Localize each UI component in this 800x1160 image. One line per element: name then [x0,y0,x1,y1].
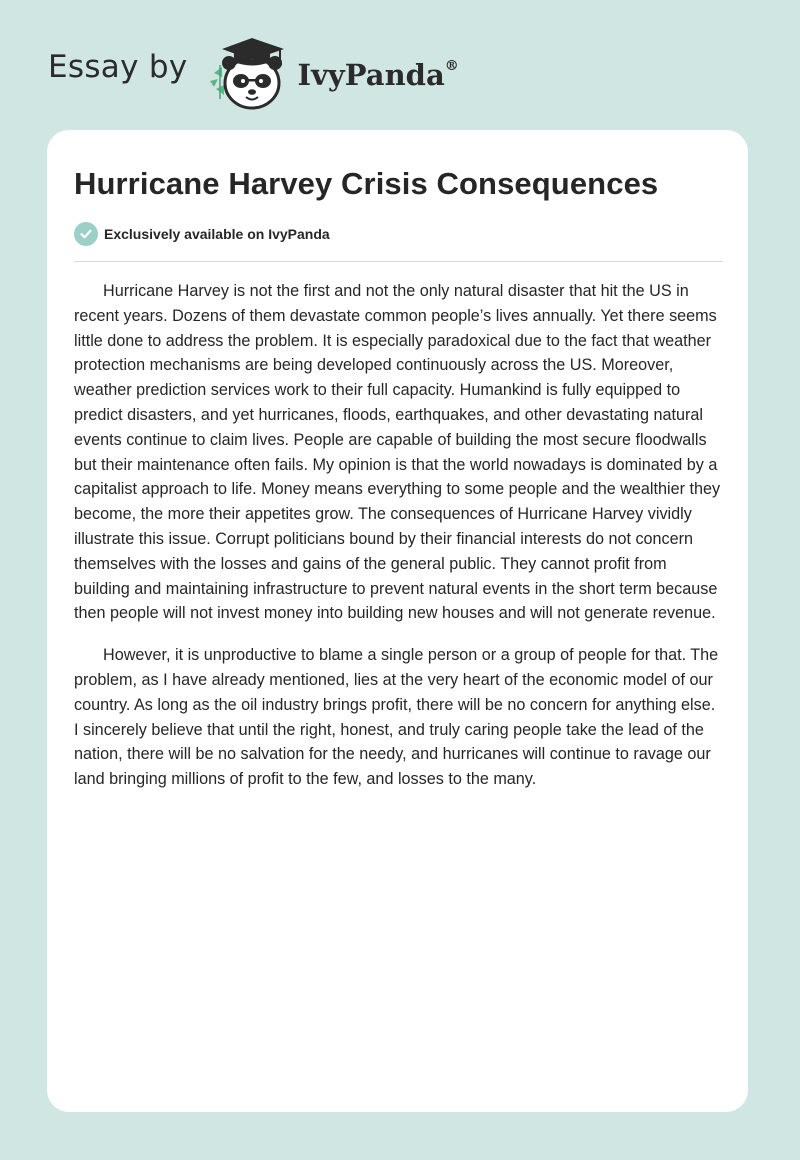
essay-paragraph: However, it is unproductive to blame a single person or a group of people for that. The problem, as I have already mentioned, lies at the very heart of the economic model of our country. As long as the oil industry brings profit, there will be no concern for anything else. I sincerely believe that until the right, honest, and truly caring people take the lead of the nation, there will be no salvation for the needy, and hurricanes will continue to ravage our land bringing millions of profit to the few, and losses to the many. [74,646,719,789]
checkmark-icon [79,227,93,241]
check-circle-icon [74,222,98,246]
registered-mark: ® [444,58,459,75]
ivy-leaf-icon [210,65,224,99]
essay-paragraph: Hurricane Harvey is not the first and not the only natural disaster that hit the US in recent years. Dozens of them devastate common people’s lives annually. Yet there seems little done to address the problem. It is especially paradoxical due to the fact that weather protection mechanisms are being developed continuously across the US. Moreover, weather prediction services work to their full capacity. Humankind is fully equipped to predict disasters, and yet hurricanes, floods, earthquakes, and other devastating natural events continue to claim lives. People are capable of building the most secure floodwalls but their maintenance often fails. My opinion is that the world nowadays is dominated by a capitalist approach to life. Money means everything to some people and the wealthier they become, the more their appetites grow. The consequences of Hurricane Harvey vividly illustrate this issue. Corrupt politicians bound by their financial interests do not concern themselves with the losses and gains of the general public. They cannot profit from building and maintaining infrastructure to prevent natural events in the short term because then people will not invest money into building new houses and will not generate revenue. [74,282,721,623]
site-header [48,28,459,118]
title-divider [74,261,723,262]
panda-graduation-cap-icon[interactable] [200,31,296,115]
essay-card [47,130,748,1112]
page-title: Hurricane Harvey Crisis Consequences [74,166,659,201]
essay-by-label: Essay by [48,49,188,85]
brand-text: IvyPanda [297,58,445,92]
exclusive-badge-label: Exclusively available on IvyPanda [104,226,330,242]
exclusive-badge [74,222,330,246]
essay-body [74,279,724,809]
brand-name[interactable] [298,58,459,92]
